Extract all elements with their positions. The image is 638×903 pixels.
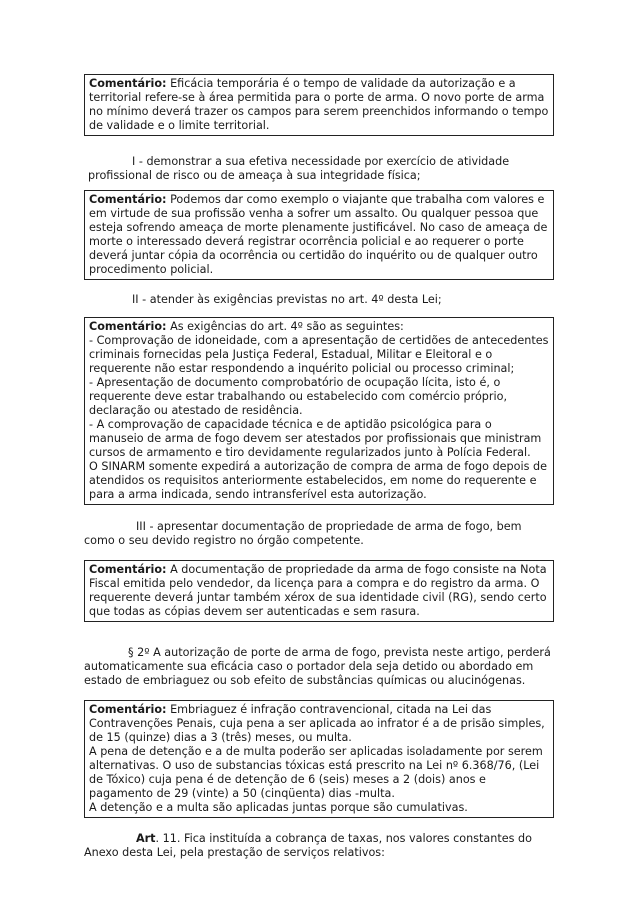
comment-label: Comentário:	[89, 703, 167, 716]
comment-label: Comentário:	[89, 320, 167, 333]
comment-list-item: - Apresentação de documento comprobatório de ocupação lícita, isto é, o requerente deve estar trabalhando ou estabelecido com comércio próprio, declaração ou atestado de residência.	[89, 376, 507, 417]
comment-text	[89, 703, 549, 745]
comment-body: Eficácia temporária é o tempo de validade da autorização e a territorial refere-se à área permitida para o porte de arma. O novo porte de arma no mínimo deverá trazer os campos para serem preenchidos informando o tempo de validade e o limite territorial.	[89, 77, 549, 132]
comment-box-embriaguez	[84, 700, 554, 818]
law-paragraph-inciso-i: I - demonstrar a sua efetiva necessidade por exercício de atividade profissional de risco ou de ameaça à sua integridade física;	[88, 155, 510, 182]
comment-list-item: - A comprovação de capacidade técnica e de aptidão psicológica para o manuseio de arma de fogo devem ser atestados por profissionais que ministram cursos de armamento e tiro devidamente regularizados junto à Polícia Federal.	[89, 418, 542, 459]
comment-body: Embriaguez é infração contravencional, citada na Lei das Contravenções Penais, cuja pena a ser aplicada ao infrator é a de prisão simples, de 15 (quinze) dias a 3 (três) meses, ou multa.	[89, 703, 545, 744]
law-article-11	[84, 832, 554, 860]
comment-body: As exigências do art. 4º são as seguintes:	[170, 320, 404, 333]
comment-line: A detenção e a multa são aplicadas juntas porque são cumulativas.	[89, 801, 468, 814]
comment-box-risco	[84, 190, 554, 280]
comment-line: A pena de detenção e a de multa poderão ser aplicadas isoladamente por serem alternativas. O uso de substancias tóxicas está prescrito na Lei nº 6.368/76, (Lei de Tóxico) cuja pena é de detenção de 6 (seis) meses a 2 (dois) anos e pagamento de 29 (vinte) a 50 (cinqüenta) dias -multa.	[89, 745, 543, 800]
comment-box-eficacia	[84, 74, 554, 136]
document-page	[84, 74, 554, 860]
article-label: Art	[136, 832, 156, 845]
comment-label: Comentário:	[89, 193, 167, 206]
article-text: . 11. Fica instituída a cobrança de taxas, nos valores constantes do Anexo desta Lei, pela prestação de serviços relativos:	[84, 832, 532, 859]
law-paragraph-inciso-ii: II - atender às exigências previstas no art. 4º desta Lei;	[132, 293, 442, 306]
comment-text	[89, 563, 549, 619]
comment-box-exigencias	[84, 317, 554, 505]
comment-label: Comentário:	[89, 563, 167, 576]
comment-list-item: O SINARM somente expedirá a autorização de compra de arma de fogo depois de atendidos os requisitos anteriormente estabelecidos, em nome do requerente e para a arma indicada, sendo intransferível esta autorização.	[89, 460, 547, 501]
comment-text	[89, 320, 549, 334]
comment-label: Comentário:	[89, 77, 167, 90]
comment-text	[89, 77, 549, 133]
comment-body: Podemos dar como exemplo o viajante que trabalha com valores e em virtude de sua profissão venha a sofrer um assalto. Ou qualquer pessoa que esteja sofrendo ameaça de morte plenamente justificável. No caso de ameaça de morte o interessado deverá registrar ocorrência policial e ao requerer o porte deverá juntar cópia da ocorrência ou certidão do inquérito ou de qualquer outro procedimento policial.	[89, 193, 548, 276]
law-paragraph-section-2: § 2º A autorização de porte de arma de fogo, prevista neste artigo, perderá automaticamente sua eficácia caso o portador dela seja detido ou abordado em estado de embriaguez ou sob efeito de substâncias químicas ou alucinógenas.	[84, 646, 551, 687]
comment-body: A documentação de propriedade da arma de fogo consiste na Nota Fiscal emitida pelo vendedor, da licença para a compra e do registro da arma. O requerente deverá juntar também xérox de sua identidade civil (RG), sendo certo que todas as cópias devem ser autenticadas e sem rasura.	[89, 563, 547, 618]
law-paragraph-inciso-iii: III - apresentar documentação de propriedade de arma de fogo, bem como o seu devido registro no órgão competente.	[84, 520, 522, 547]
comment-list-item: - Comprovação de idoneidade, com a apresentação de certidões de antecedentes criminais fornecidas pela Justiça Federal, Estadual, Militar e Eleitoral e o requerente não estar respondendo a inquérito policial ou processo criminal;	[89, 334, 549, 375]
comment-text	[89, 193, 549, 277]
comment-box-documentacao	[84, 560, 554, 622]
